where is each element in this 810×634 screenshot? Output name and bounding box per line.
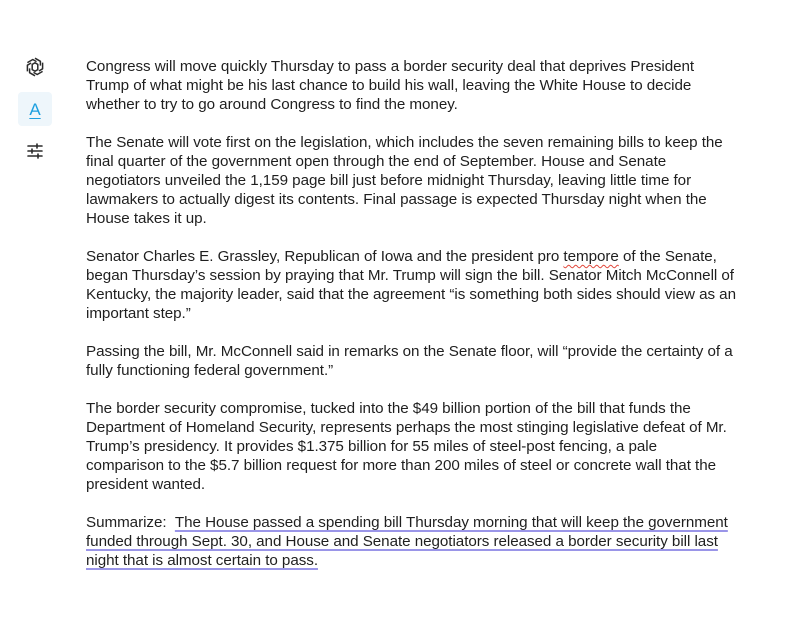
settings-sliders-icon	[25, 141, 45, 161]
paragraph-4: Passing the bill, Mr. McConnell said in remarks on the Senate floor, will “provide the certainty of a fully functioning federal government.”	[86, 343, 733, 379]
summary-paragraph	[86, 513, 736, 570]
document-editor[interactable]	[86, 57, 736, 589]
paragraph-3-text-after: of the Senate, began Thursday’s session by praying that Mr. Trump will sign the bill. Senator Mitch McConnell of Kentucky, the majority leader, said that the agreement “is something both sides should view as an important step.”	[86, 248, 736, 322]
paragraph-3-text-before: Senator Charles E. Grassley, Republican of Iowa and the president pro	[86, 248, 564, 265]
summary-output[interactable]: The House passed a spending bill Thursday morning that will keep the government funded through Sept. 30, and House and Senate negotiators released a border security bill last night that is almost certain to pass.	[86, 514, 728, 569]
openai-logo-icon	[23, 55, 47, 79]
left-toolbar	[18, 50, 58, 176]
settings-button[interactable]	[18, 134, 52, 168]
paragraph-1: Congress will move quickly Thursday to pass a border security deal that deprives President Trump of what might be his last chance to build his wall, leaving the White House to decide whether to try to go around Congress to find the money.	[86, 58, 695, 113]
summary-prompt: Summarize:	[86, 514, 167, 531]
paragraph-2: The Senate will vote first on the legislation, which includes the seven remaining bills to keep the final quarter of the government open through the end of September. House and Senate negotiators unveiled the 1,159 page bill just before midnight Thursday, leaving little time for lawmakers to actually digest its contents. Final passage is expected Thursday night when the House takes it up.	[86, 134, 723, 227]
paragraph-3	[86, 247, 736, 323]
paragraph-5: The border security compromise, tucked into the $49 billion portion of the bill that funds the Department of Homeland Security, represents perhaps the most stinging legislative defeat of Mr. Trump’s presidency. It provides $1.375 billion for 55 miles of steel-post fencing, a pale comparison to the $5.7 billion request for more than 200 miles of steel or concrete wall that the president wanted.	[86, 400, 727, 493]
font-icon: A	[29, 99, 41, 119]
spellcheck-flagged-word[interactable]: tempore	[563, 248, 619, 265]
font-button[interactable]	[18, 92, 52, 126]
openai-logo-button[interactable]	[18, 50, 52, 84]
